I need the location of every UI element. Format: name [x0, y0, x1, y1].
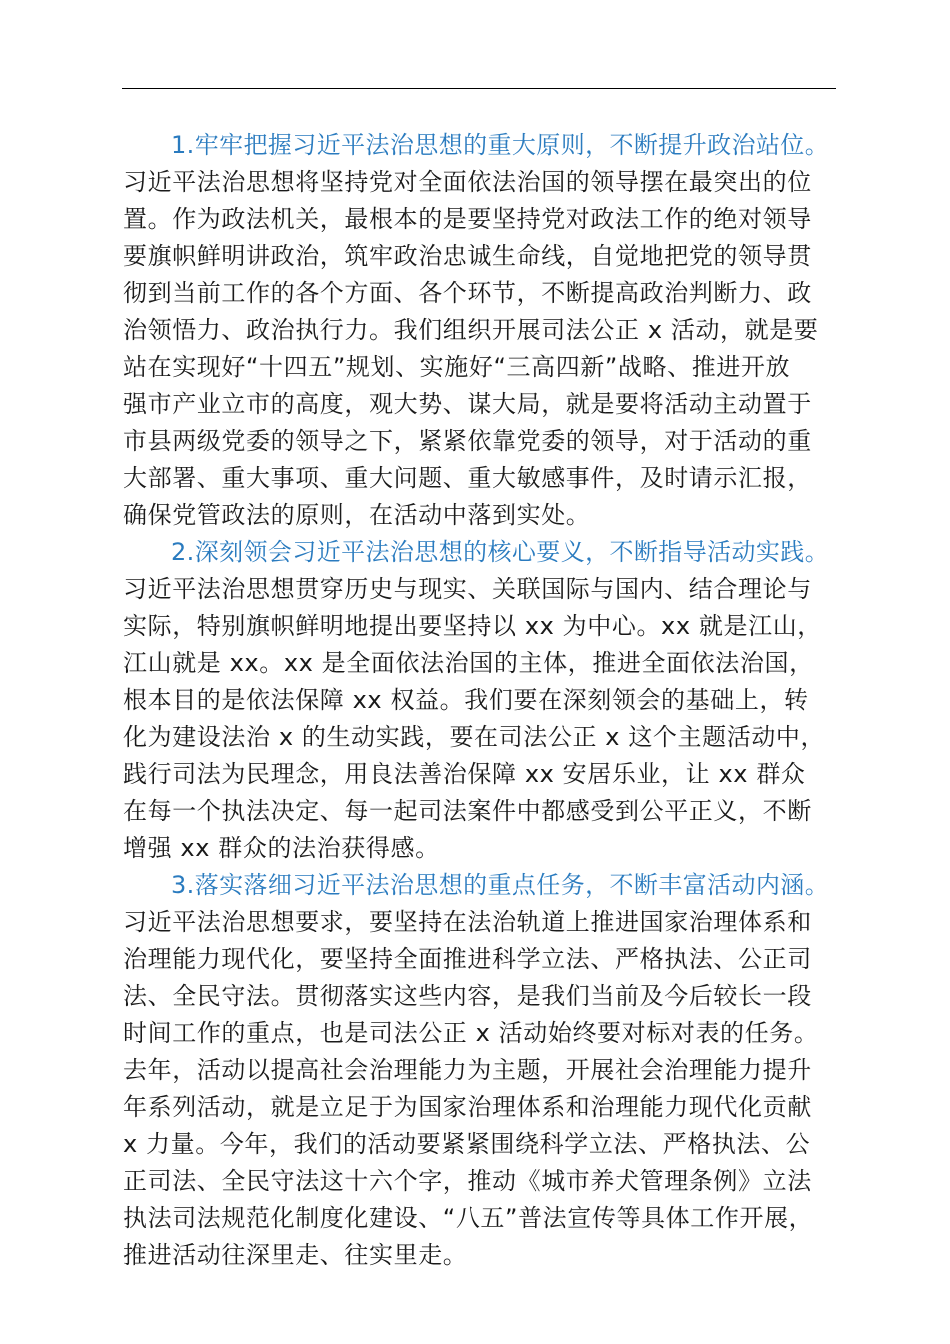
paragraph-line: 在每一个执法决定、每一起司法案件中都感受到公平正义，不断: [123, 797, 812, 825]
section-heading: 2.深刻领会习近平法治思想的核心要义，不断指导活动实践。: [171, 538, 830, 566]
paragraph-line: 习近平法治思想将坚持党对全面依法治国的领导摆在最突出的位: [123, 168, 812, 196]
paragraph-line: 增强 xx 群众的法治获得感。: [123, 834, 440, 862]
paragraph-line: 江山就是 xx。xx 是全面依法治国的主体，推进全面依法治国，: [123, 649, 814, 677]
paragraph-line: 站在实现好“十四五”规划、实施好“三高四新”战略、推进开放: [123, 353, 791, 381]
paragraph-line: 强市产业立市的高度，观大势、谋大局，就是要将活动主动置于: [123, 390, 812, 418]
section-3: [123, 867, 843, 1274]
document-body: [123, 127, 843, 1274]
paragraph-line: 习近平法治思想贯穿历史与现实、关联国际与国内、结合理论与: [123, 575, 812, 603]
paragraph-line: 习近平法治思想要求，要坚持在法治轨道上推进国家治理体系和: [123, 908, 812, 936]
section-1: [123, 127, 843, 534]
section-heading: 1.牢牢把握习近平法治思想的重大原则，不断提升政治站位。: [171, 131, 830, 159]
paragraph-line: 践行司法为民理念，用良法善治保障 xx 安居乐业，让 xx 群众: [123, 760, 806, 788]
paragraph-line: 化为建设法治 x 的生动实践，要在司法公正 x 这个主题活动中，: [123, 723, 826, 751]
paragraph-line: 治理能力现代化，要坚持全面推进科学立法、严格执法、公正司: [123, 945, 812, 973]
paragraph-line: 治领悟力、政治执行力。我们组织开展司法公正 x 活动，就是要: [123, 316, 819, 344]
paragraph-line: 推进活动往深里走、往实里走。: [123, 1241, 468, 1269]
paragraph-line: 去年，活动以提高社会治理能力为主题，开展社会治理能力提升: [123, 1056, 812, 1084]
paragraph-line: 根本目的是依法保障 xx 权益。我们要在深刻领会的基础上，转: [123, 686, 809, 714]
paragraph-line: x 力量。今年，我们的活动要紧紧围绕科学立法、严格执法、公: [123, 1130, 811, 1158]
paragraph-line: 置。作为政法机关，最根本的是要坚持党对政法工作的绝对领导: [123, 205, 812, 233]
section-heading: 3.落实落细习近平法治思想的重点任务，不断丰富活动内涵。: [171, 871, 830, 899]
paragraph-line: 时间工作的重点，也是司法公正 x 活动始终要对标对表的任务。: [123, 1019, 819, 1047]
paragraph-line: 确保党管政法的原则，在活动中落到实处。: [123, 501, 591, 529]
paragraph-line: 执法司法规范化制度化建设、“八五”普法宣传等具体工作开展，: [123, 1204, 814, 1232]
paragraph-line: 彻到当前工作的各个方面、各个环节，不断提高政治判断力、政: [123, 279, 812, 307]
paragraph-line: 实际，特别旗帜鲜明地提出要坚持以 xx 为中心。xx 就是江山，: [123, 612, 822, 640]
paragraph-line: 年系列活动，就是立足于为国家治理体系和治理能力现代化贡献: [123, 1093, 812, 1121]
header-rule: [122, 88, 836, 89]
paragraph-line: 市县两级党委的领导之下，紧紧依靠党委的领导，对于活动的重: [123, 427, 812, 455]
paragraph-line: 正司法、全民守法这十六个字，推动《城市养犬管理条例》立法: [123, 1167, 812, 1195]
paragraph-line: 法、全民守法。贯彻落实这些内容，是我们当前及今后较长一段: [123, 982, 812, 1010]
paragraph-line: 要旗帜鲜明讲政治，筑牢政治忠诚生命线，自觉地把党的领导贯: [123, 242, 812, 270]
paragraph-line: 大部署、重大事项、重大问题、重大敏感事件，及时请示汇报，: [123, 464, 812, 492]
section-2: [123, 534, 843, 867]
